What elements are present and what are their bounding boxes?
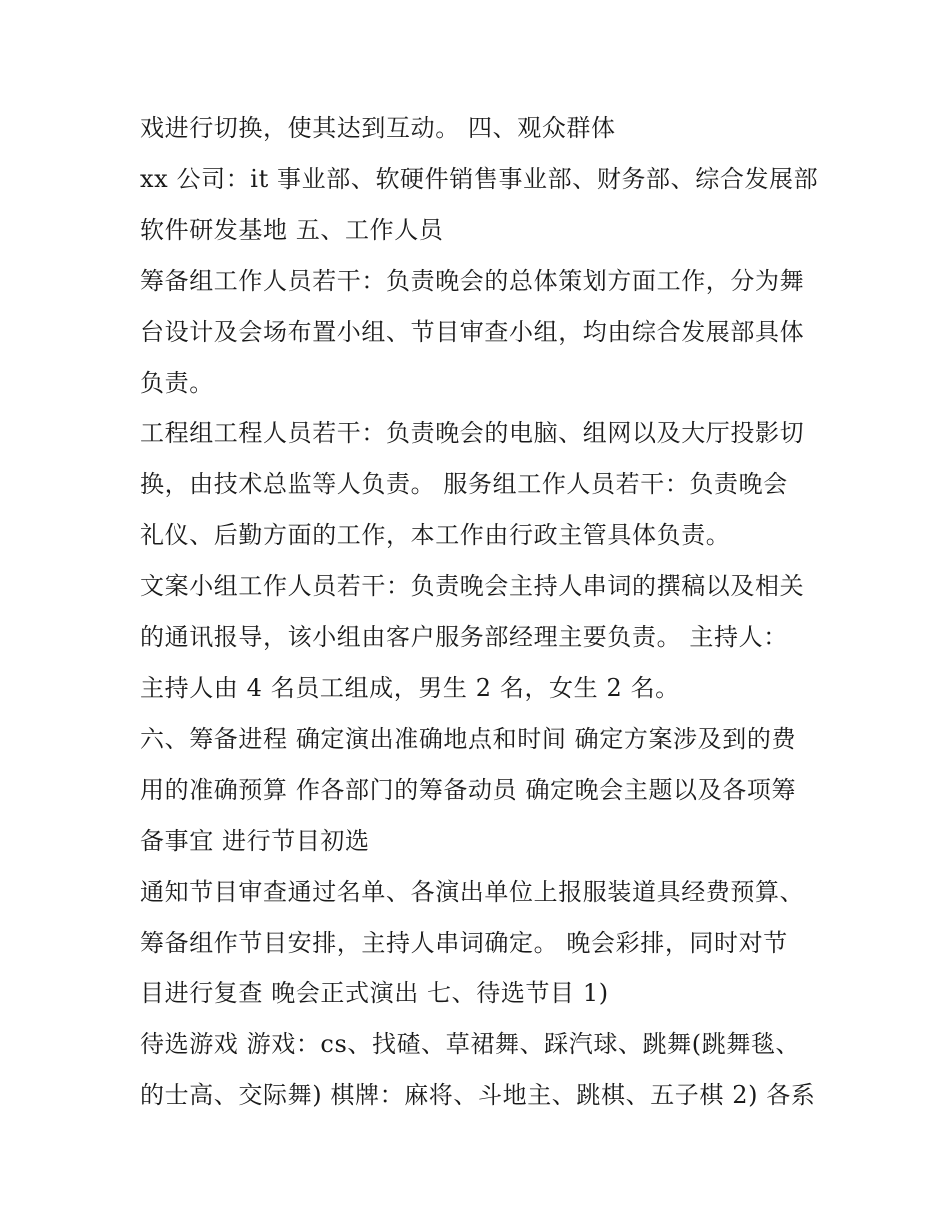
text-line: 六、筹备进程 确定演出准确地点和时间 确定方案涉及到的费 [140, 724, 797, 753]
text-line: 筹备组作节目安排，主持人串词确定。 晚会彩排，同时对节 [140, 928, 788, 957]
document-body [140, 103, 820, 1121]
text-line: 待选游戏 游戏：cs、找碴、草裙舞、踩汽球、跳舞(跳舞毯、 [140, 1030, 801, 1059]
text-line: 的通讯报导，该小组由客户服务部经理主要负责。 主持人： [140, 623, 788, 652]
text-line: 的士高、交际舞) 棋牌：麻将、斗地主、跳棋、五子棋 2) 各系 [140, 1081, 816, 1110]
text-line: 戏进行切换，使其达到互动。 四、观众群体 [140, 114, 616, 142]
text-line: 备事宜 进行节目初选 [140, 826, 370, 855]
text-line: 目进行复查 晚会正式演出 七、待选节目 1) [140, 979, 609, 1008]
text-line: 换，由技术总监等人负责。 服务组工作人员若干：负责晚会 [140, 470, 788, 499]
text-line: xx 公司：it 事业部、软硬件销售事业部、财务部、综合发展部 [140, 164, 819, 193]
text-line: 礼仪、后勤方面的工作，本工作由行政主管具体负责。 [140, 521, 731, 550]
text-line: 主持人由 4 名员工组成，男生 2 名，女生 2 名。 [140, 673, 680, 702]
text-line: 台设计及会场布置小组、节目审查小组，均由综合发展部具体 [140, 317, 805, 346]
text-line: 负责。 [140, 368, 214, 397]
text-line: 工程组工程人员若干：负责晚会的电脑、组网以及大厅投影切 [140, 419, 805, 448]
text-line: 软件研发基地 五、工作人员 [140, 215, 444, 244]
text-line: 用的准确预算 作各部门的筹备动员 确定晚会主题以及各项筹 [140, 775, 797, 804]
text-line: 通知节目审查通过名单、各演出单位上报服装道具经费预算、 [140, 877, 805, 906]
text-line: 筹备组工作人员若干：负责晚会的总体策划方面工作，分为舞 [140, 266, 805, 295]
text-line: 文案小组工作人员若干：负责晚会主持人串词的撰稿以及相关 [140, 572, 805, 601]
